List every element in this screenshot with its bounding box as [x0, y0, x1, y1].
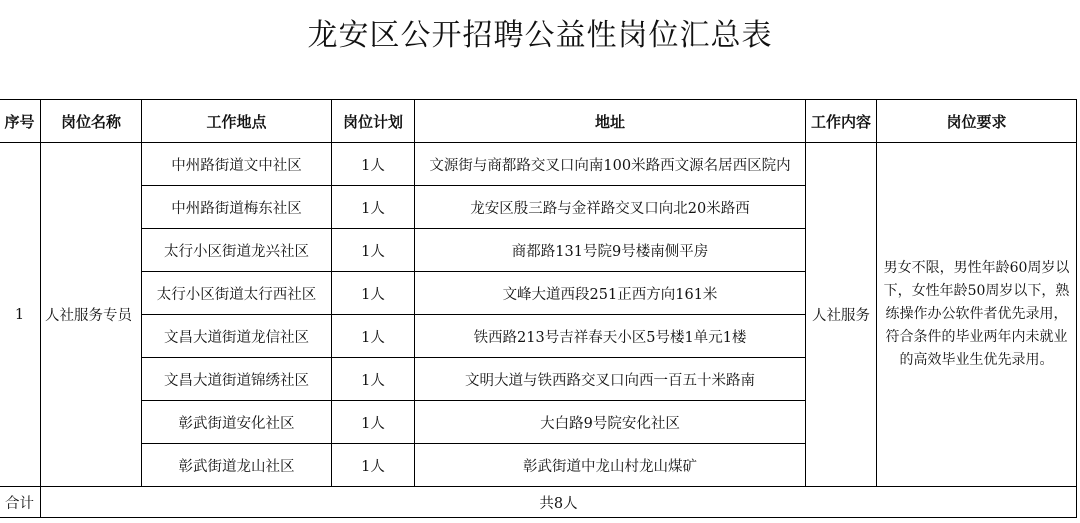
address-cell: 龙安区殷三路与金祥路交叉口向北20米路西: [415, 186, 806, 229]
plan-cell: 1人: [332, 143, 415, 186]
total-value: 共8人: [41, 487, 1077, 518]
header-requirement: 岗位要求: [877, 100, 1077, 143]
table-row: [0, 143, 1077, 186]
requirement-cell: 男女不限，男性年龄60周岁以下，女性年龄50周岁以下，熟练操作办公软件者优先录用，符合条件的毕业两年内未就业的高效毕业生优先录用。: [877, 143, 1077, 487]
header-index: 序号: [0, 100, 41, 143]
workplace-cell: 文昌大道街道龙信社区: [142, 315, 332, 358]
summary-table: [0, 99, 1077, 518]
address-cell: 文峰大道西段251正西方向161米: [415, 272, 806, 315]
header-content: 工作内容: [806, 100, 877, 143]
plan-cell: 1人: [332, 401, 415, 444]
total-row: [0, 487, 1077, 518]
content-cell: 人社服务: [806, 143, 877, 487]
plan-cell: 1人: [332, 358, 415, 401]
header-row: [0, 100, 1077, 143]
workplace-cell: 彰武街道安化社区: [142, 401, 332, 444]
workplace-cell: 中州路街道梅东社区: [142, 186, 332, 229]
workplace-cell: 文昌大道街道锦绣社区: [142, 358, 332, 401]
index-cell: 1: [0, 143, 41, 487]
header-plan: 岗位计划: [332, 100, 415, 143]
address-cell: 铁西路213号吉祥春天小区5号楼1单元1楼: [415, 315, 806, 358]
plan-cell: 1人: [332, 186, 415, 229]
address-cell: 大白路9号院安化社区: [415, 401, 806, 444]
header-workplace: 工作地点: [142, 100, 332, 143]
workplace-cell: 中州路街道文中社区: [142, 143, 332, 186]
header-position: 岗位名称: [41, 100, 142, 143]
plan-cell: 1人: [332, 444, 415, 487]
header-address: 地址: [415, 100, 806, 143]
position-cell: 人社服务专员: [41, 143, 142, 487]
workplace-cell: 太行小区街道太行西社区: [142, 272, 332, 315]
address-cell: 商都路131号院9号楼南侧平房: [415, 229, 806, 272]
total-label: 合计: [0, 487, 41, 518]
workplace-cell: 彰武街道龙山社区: [142, 444, 332, 487]
plan-cell: 1人: [332, 272, 415, 315]
page-title: 龙安区公开招聘公益性岗位汇总表: [307, 18, 773, 53]
address-cell: 彰武街道中龙山村龙山煤矿: [415, 444, 806, 487]
plan-cell: 1人: [332, 229, 415, 272]
plan-cell: 1人: [332, 315, 415, 358]
address-cell: 文明大道与铁西路交叉口向西一百五十米路南: [415, 358, 806, 401]
workplace-cell: 太行小区街道龙兴社区: [142, 229, 332, 272]
address-cell: 文源街与商都路交叉口向南100米路西文源名居西区院内: [415, 143, 806, 186]
